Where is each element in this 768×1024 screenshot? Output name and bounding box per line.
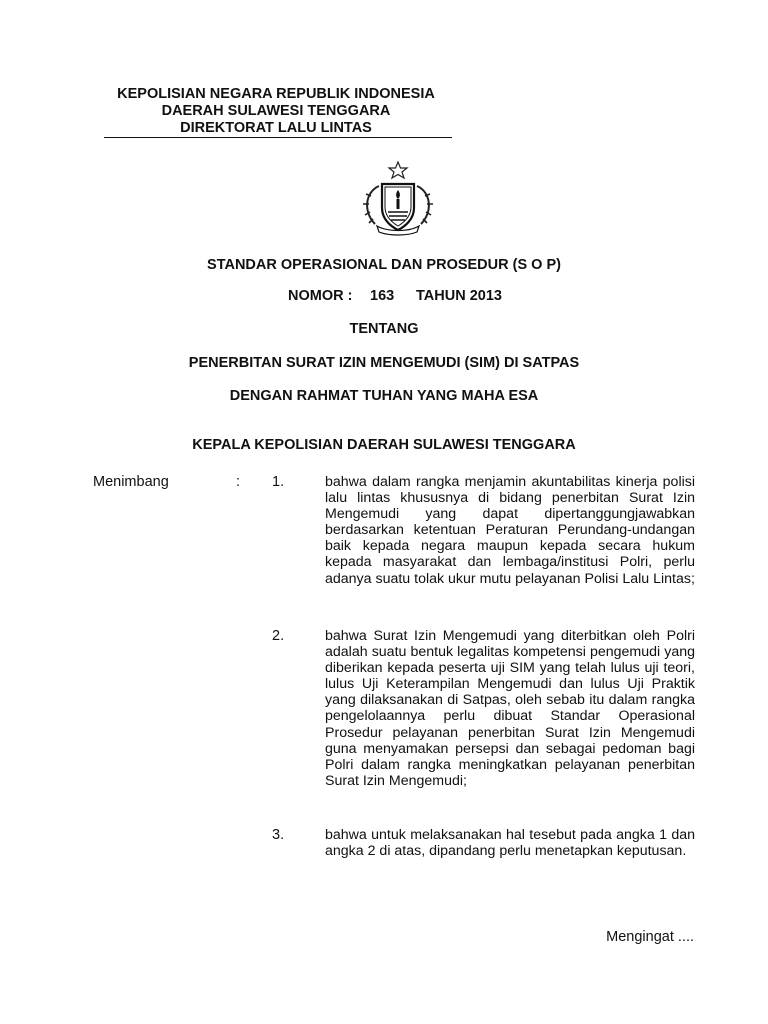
- letterhead-line-1: KEPOLISIAN NEGARA REPUBLIK INDONESIA: [117, 86, 435, 102]
- rahmat-heading: DENGAN RAHMAT TUHAN YANG MAHA ESA: [229, 388, 539, 404]
- nomor-label: NOMOR :: [288, 288, 353, 304]
- subject-heading: PENERBITAN SURAT IZIN MENGEMUDI (SIM) DI SATPAS: [188, 355, 580, 371]
- letterhead: [100, 86, 452, 137]
- letterhead-line-2: DAERAH SULAWESI TENGGARA: [161, 103, 391, 119]
- item-number: 3.: [272, 827, 285, 843]
- tahun-label: TAHUN 2013: [416, 288, 502, 304]
- menimbang-item-2: bahwa Surat Izin Mengemudi yang diterbitkan oleh Polri adalah suatu bentuk legalitas kompetensi pengemudi yang diberikan kepada peserta uji SIM yang telah lulus uji teori, lulus Uji Keterampilan Mengemudi dan lulus Uji Praktik yang dilaksanakan di Satpas, oleh sebab itu dalam rangka pengelolaannya perlu dibuat Standar Operasional Prosedur pelayanan penerbitan Surat Izin Mengemudi guna menyamakan persepsi dan sebagai pedoman bagi Polri dalam rangka meningkatkan pelayanan penerbitan Surat Izin Mengemudi;: [325, 628, 695, 789]
- item-number: 1.: [272, 474, 285, 490]
- menimbang-label: Menimbang: [93, 474, 169, 490]
- item-number: 2.: [272, 628, 285, 644]
- document-title: STANDAR OPERASIONAL DAN PROSEDUR (S O P): [207, 257, 561, 273]
- menimbang-item-3: bahwa untuk melaksanakan hal tesebut pada angka 1 dan angka 2 di atas, dipandang perlu menetapkan keputusan.: [325, 827, 695, 860]
- kepala-heading: KEPALA KEPOLISIAN DAERAH SULAWESI TENGGARA: [192, 437, 576, 453]
- menimbang-colon: :: [236, 474, 241, 490]
- polri-emblem-icon: [357, 160, 439, 236]
- letterhead-underline: [104, 137, 452, 138]
- menimbang-item-1: bahwa dalam rangka menjamin akuntabilitas kinerja polisi lalu lintas khususnya di bidang penerbitan Surat Izin Mengemudi yang dapat dipertanggungjawabkan berdasarkan ketentuan Peraturan Perundang-undangan baik kepada negara maupun kepada secara hukum kepada masyarakat dan lembaga/institusi Polri, perlu adanya suatu tolak ukur mutu pelayanan Polisi Lalu Lintas;: [325, 474, 695, 587]
- nomor-value: 163: [370, 288, 395, 304]
- letterhead-line-3: DIREKTORAT LALU LINTAS: [180, 120, 372, 136]
- continuation-note: Mengingat ....: [606, 929, 694, 945]
- tentang-heading: TENTANG: [349, 321, 419, 337]
